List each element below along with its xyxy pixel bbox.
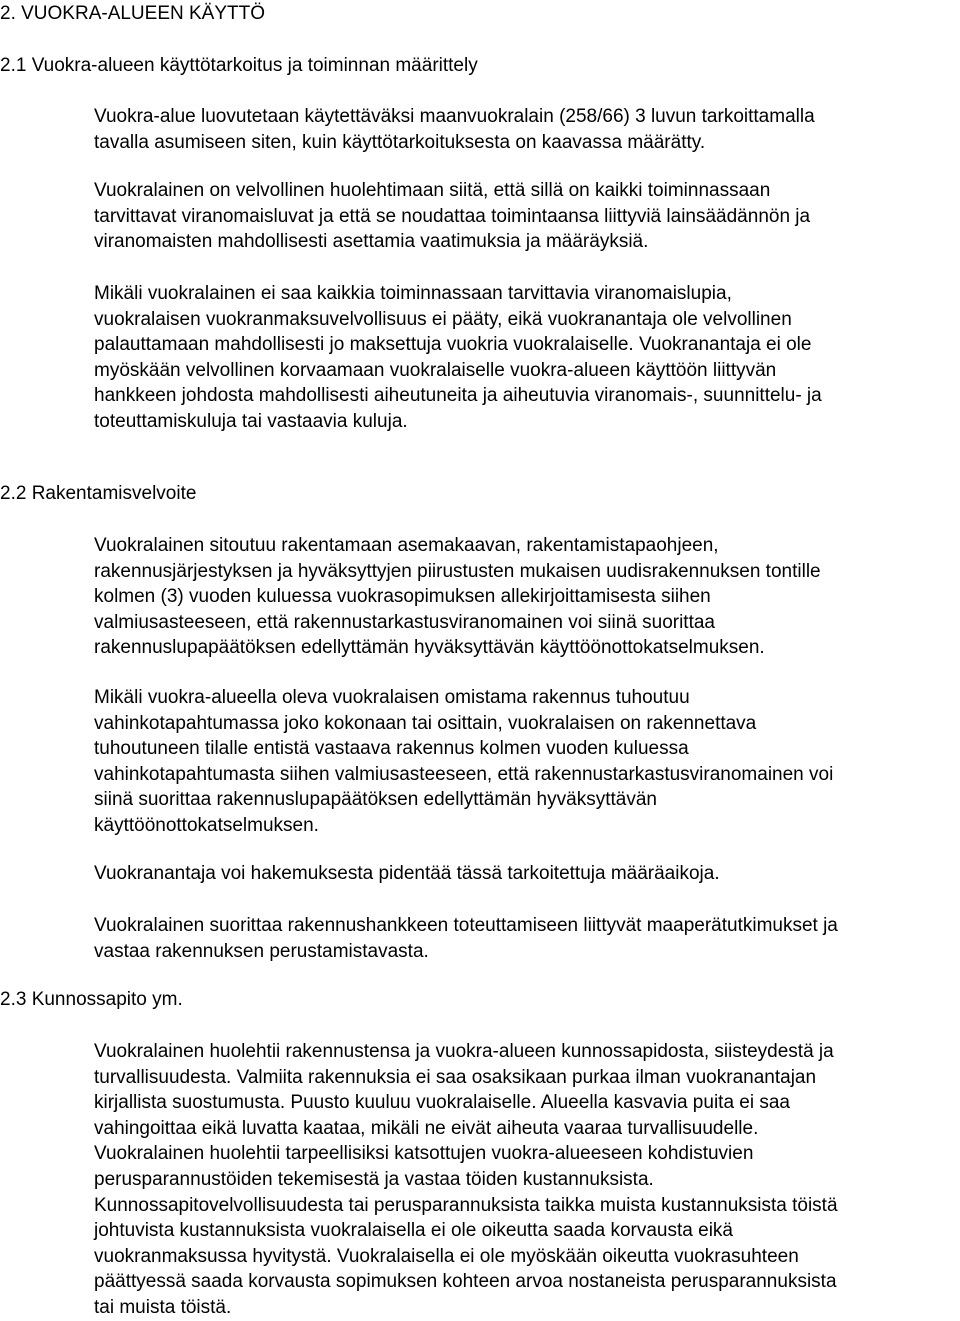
text-line: myöskään velvollinen korvaamaan vuokralaiselle vuokra-alueen käyttöön liittyvän: [94, 359, 777, 381]
text-line: käyttöönottokatselmuksen.: [94, 814, 319, 836]
text-line: tavalla asumiseen siten, kuin käyttötarkoituksesta on kaavassa määrätty.: [94, 131, 706, 153]
chapter-title: 2. VUOKRA-ALUEEN KÄYTTÖ: [0, 3, 266, 24]
paragraph: [94, 685, 960, 839]
text-line: Vuokralainen huolehtii rakennustensa ja vuokra-alueen kunnossapidosta, siisteydestä ja: [94, 1041, 834, 1062]
text-line: johtuvista kustannuksista vuokralaisella ei ole oikeutta saada korvausta eikä: [94, 1220, 733, 1242]
text-line: perusparannustöiden tekemisestä ja vastaa töiden kustannuksista.: [94, 1168, 654, 1190]
text-line: Vuokra-alue luovutetaan käytettäväksi maanvuokralain (258/66) 3 luvun tarkoittamalla: [94, 106, 815, 127]
text-line: kirjallista suostumusta. Puusto kuuluu vuokralaiselle. Alueella kasvavia puita ei saa: [94, 1092, 790, 1114]
text-line: hankkeen johdosta mahdollisesti aiheutuneita ja aiheutuvia viranomais-, suunnittelu- ja: [94, 385, 822, 407]
text-line: Vuokralainen on velvollinen huolehtimaan siitä, että sillä on kaikki toiminnassaan: [94, 180, 771, 201]
text-line: tuhoutuneen tilalle entistä vastaava rakennus kolmen vuoden kuluessa: [94, 738, 689, 760]
text-line: vuokralaisen vuokranmaksuvelvollisuus ei pääty, eikä vuokranantaja ole velvollinen: [94, 308, 792, 330]
text-line: rakennuslupapäätöksen edellyttämän hyväksyttävän käyttöönottokatselmuksen.: [94, 637, 765, 659]
paragraph: [94, 533, 960, 661]
text-line: tai muista töistä.: [94, 1296, 232, 1318]
text-line: palauttamaan mahdollisesti jo maksettuja vuokria vuokralaiselle. Vuokranantaja ei ole: [94, 334, 812, 356]
text-line: Mikäli vuokralainen ei saa kaikkia toiminnassaan tarvittavia viranomaislupia,: [94, 283, 732, 304]
text-line: kolmen (3) vuoden kuluessa vuokrasopimuksen allekirjoittamisesta siihen: [94, 586, 711, 608]
text-line: Vuokranantaja voi hakemuksesta pidentää tässä tarkoitettuja määräaikoja.: [94, 863, 720, 884]
text-line: toteuttamiskuluja tai vastaavia kuluja.: [94, 410, 408, 432]
text-line: rakennusjärjestyksen ja hyväksyttyjen piirustusten mukaisen uudisrakennuksen tontille: [94, 560, 821, 582]
text-line: Vuokralainen sitoutuu rakentamaan asemakaavan, rakentamistapaohjeen,: [94, 535, 719, 556]
section-heading-2-1: 2.1 Vuokra-alueen käyttötarkoitus ja toiminnan määrittely: [0, 55, 478, 76]
paragraph: [94, 178, 960, 255]
text-line: vahinkotapahtumassa joko kokonaan tai osittain, vuokralaisen on rakennettava: [94, 712, 757, 734]
text-line: päättyessä saada korvausta sopimuksen kohteen arvoa nostaneista perusparannuksista: [94, 1271, 837, 1293]
paragraph: [94, 104, 960, 155]
text-line: vuokranmaksussa hyvitystä. Vuokralaisella ei ole myöskään oikeutta vuokrasuhteen: [94, 1245, 799, 1267]
text-line: turvallisuudesta. Valmiita rakennuksia ei saa osaksikaan purkaa ilman vuokranantajan: [94, 1066, 817, 1088]
paragraph: [94, 281, 960, 435]
text-line: Kunnossapitovelvollisuudesta tai perusparannuksista taikka muista kustannuksista töistä: [94, 1194, 838, 1216]
text-line: siinä suorittaa rakennuslupapäätöksen edellyttämän hyväksyttävän: [94, 789, 657, 811]
text-line: vastaa rakennuksen perustamistavasta.: [94, 940, 429, 962]
paragraph: [94, 913, 960, 964]
text-line: Mikäli vuokra-alueella oleva vuokralaisen omistama rakennus tuhoutuu: [94, 687, 690, 708]
text-line: viranomaisten mahdollisesti asettamia vaatimuksia ja määräyksiä.: [94, 231, 649, 253]
text-line: vahingoittaa eikä luvatta kaataa, mikäli ne eivät aiheuta vaaraa turvallisuudelle.: [94, 1117, 759, 1139]
text-line: vahinkotapahtumasta siihen valmiusasteeseen, että rakennustarkastusviranomainen voi: [94, 763, 834, 785]
text-line: tarvittavat viranomaisluvat ja että se noudattaa toimintaansa liittyviä lainsäädännön ja: [94, 205, 811, 227]
paragraph: [94, 861, 960, 887]
paragraph: [94, 1039, 960, 1321]
text-line: Vuokralainen suorittaa rakennushankkeen toteuttamiseen liittyvät maaperätutkimukset ja: [94, 915, 838, 936]
text-line: valmiusasteeseen, että rakennustarkastusviranomainen voi siinä suorittaa: [94, 611, 715, 633]
section-heading-2-2: 2.2 Rakentamisvelvoite: [0, 483, 197, 504]
section-heading-2-3: 2.3 Kunnossapito ym.: [0, 989, 183, 1010]
text-line: Vuokralainen huolehtii tarpeellisiksi katsottujen vuokra-alueeseen kohdistuvien: [94, 1143, 754, 1165]
